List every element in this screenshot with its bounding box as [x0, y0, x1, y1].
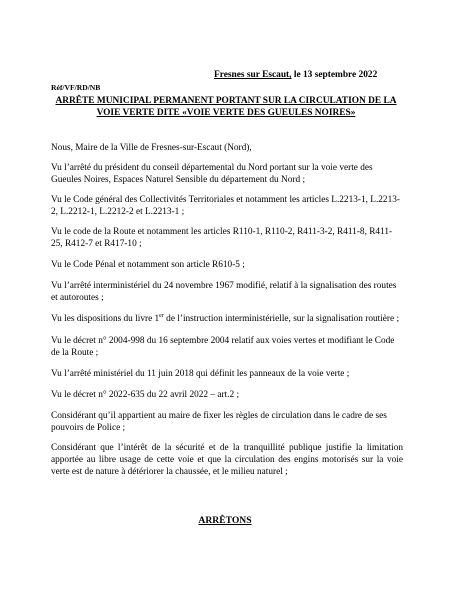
consideration-paragraph-5: Vu l’arrêté interministériel du 24 novembre 1967 modifié, relatif à la signalisation des routes et autoroutes ; — [51, 281, 397, 303]
reference-code: Réf/VF/RD/NB — [51, 83, 101, 92]
consideration-paragraph-7: Vu le décret n° 2004-998 du 16 septembre 2004 relatif aux voies vertes et modifiant le Code de la Route ; — [51, 336, 395, 358]
title-line-1: ARRÊTE MUNICIPAL PERMANENT PORTANT SUR LA CIRCULATION DE LA — [55, 96, 397, 106]
consideration-paragraph-4: Vu le Code Pénal et notamment son article R610-5 ; — [51, 260, 245, 270]
c6-text-end: de l’instruction interministérielle, sur la signalisation routière ; — [163, 314, 400, 324]
c6-superscript: er — [159, 312, 164, 319]
place-name: Fresnes sur Escaut, — [214, 70, 292, 80]
document-date: le 13 septembre 2022 — [291, 70, 378, 80]
intro-paragraph: Nous, Maire de la Ville de Fresnes-sur-Escaut (Nord), — [51, 143, 252, 153]
document-title — [48, 96, 404, 119]
dateline — [214, 70, 377, 80]
c6-text-start: Vu les dispositions du livre 1 — [51, 314, 160, 324]
consideration-paragraph-1: Vu l’arrêté du président du conseil départemental du Nord portant sur la voie verte des Gueules Noires, Espaces Naturel Sensible du département du Nord ; — [51, 163, 373, 185]
consideration-paragraph-3: Vu le code de la Route et notamment les articles R110-1, R110-2, R411-3-2, R411-8, R411-25, R412-7 et R417-10 ; — [51, 227, 393, 249]
title-line-2: VOIE VERTE DITE «VOIE VERTE DES GUEULES NOIRES» — [96, 107, 356, 118]
consideration-paragraph-11: Considérant que l’intérêt de la sécurité et de la tranquillité publique justifie la limitation apportée au libre usage de cette voie et que la circulation des engins motorisés sur la voie verte est de nature à détériorer la chaussée, et le milieu naturel ; — [51, 443, 403, 477]
consideration-paragraph-6 — [51, 314, 403, 326]
consideration-paragraph-8: Vu l’arrêté ministériel du 11 juin 2018 qui définit les panneaux de la voie verte ; — [51, 369, 350, 379]
consideration-paragraph-2: Vu le Code général des Collectivités Territoriales et notamment les articles L.2213-1, L.2213-2, L.2212-1, L.2212-2 et L.2213-1 ; — [51, 195, 400, 217]
consideration-paragraph-10: Considérant qu’il appartient au maire de fixer les règles de circulation dans le cadre de ses pouvoirs de Police ; — [51, 411, 387, 433]
decision-heading: ARRÊTONS — [198, 515, 252, 526]
consideration-paragraph-9: Vu le décret n° 2022-635 du 22 avril 2022 – art.2 ; — [51, 390, 240, 400]
